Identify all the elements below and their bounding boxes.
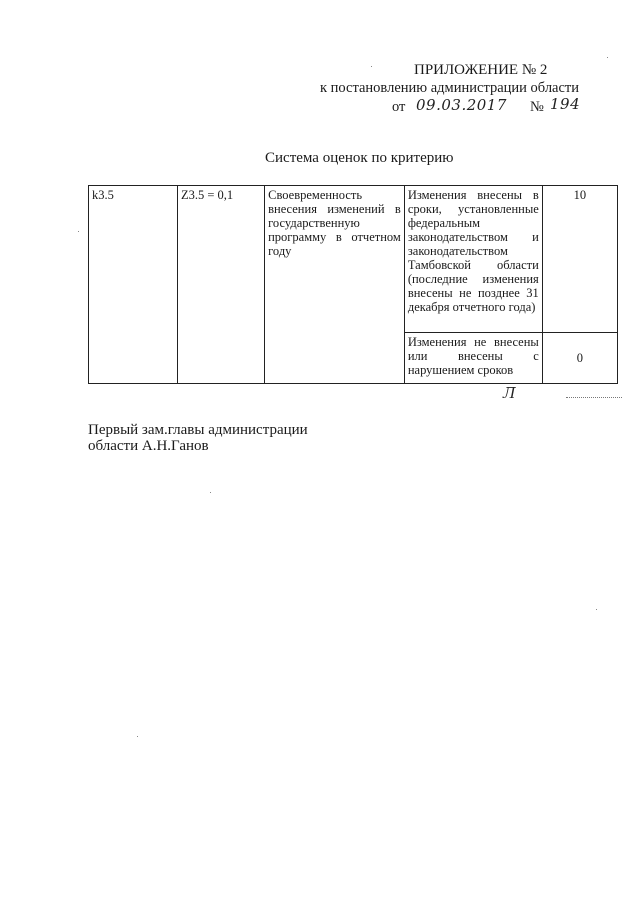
- handwritten-date: 09.03.2017: [416, 96, 507, 114]
- number-prefix: №: [530, 99, 544, 115]
- criterion-weight: Z3.5 = 0,1: [178, 186, 265, 384]
- signature-block: [88, 422, 308, 454]
- condition-cell: Изменения не внесены или внесены с нарушением сроков: [404, 333, 542, 384]
- score-cell: 0: [542, 333, 617, 384]
- criteria-table: [88, 185, 618, 384]
- resolution-reference: к постановлению администрации области: [320, 80, 580, 96]
- date-prefix: от: [392, 99, 406, 115]
- margin-dash: [566, 397, 622, 398]
- criterion-code: k3.5: [89, 186, 178, 384]
- condition-cell: Изменения внесены в сроки, установленные федеральным законодательством и законодательством Тамбовской области (последние изменения внесены не позднее 31 декабря отчетного года): [404, 186, 542, 333]
- page-title: Система оценок по критерию: [265, 150, 454, 166]
- margin-mark: Л: [503, 384, 517, 402]
- criterion-description: Своевременность внесения изменений в государственную программу в отчетном году: [265, 186, 405, 384]
- appendix-heading: ПРИЛОЖЕНИЕ № 2: [414, 62, 548, 78]
- handwritten-number: 194: [550, 95, 581, 113]
- signature-line-1: Первый зам.главы администрации: [88, 422, 308, 438]
- table-row: [89, 186, 618, 333]
- score-cell: 10: [542, 186, 617, 333]
- signature-line-2: области А.Н.Ганов: [88, 438, 209, 454]
